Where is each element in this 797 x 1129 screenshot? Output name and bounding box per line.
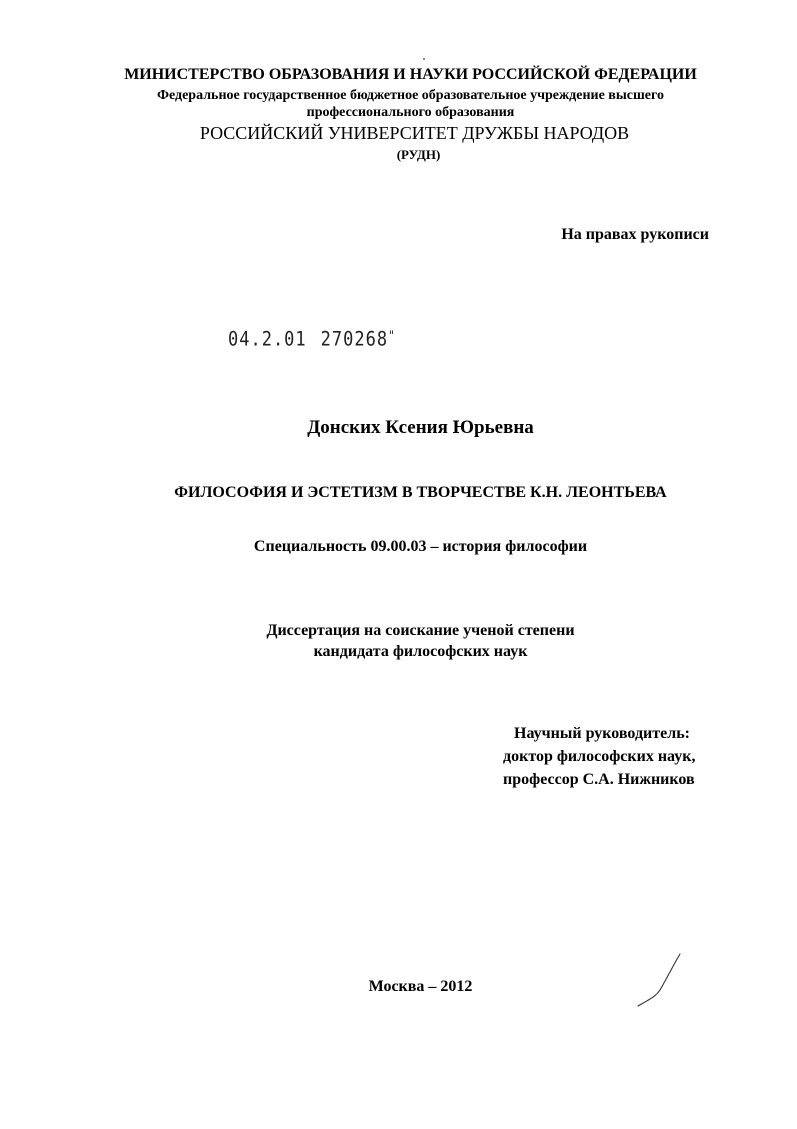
city-and-year: Москва – 2012 bbox=[368, 978, 473, 995]
degree-line-2: кандидата философских наук bbox=[313, 643, 528, 660]
supervisor-label: Научный руководитель: bbox=[514, 725, 690, 742]
scan-speck bbox=[423, 58, 425, 60]
university-abbreviation: (РУДН) bbox=[396, 147, 441, 162]
stamp-code-part-1: 04.2.01 bbox=[228, 328, 307, 351]
ministry-heading: МИНИСТЕРСТВО ОБРАЗОВАНИЯ И НАУКИ РОССИЙСКОЙ ФЕДЕРАЦИИ bbox=[124, 66, 697, 83]
manuscript-rights-note: На правах рукописи bbox=[561, 226, 709, 243]
supervisor-degree: доктор философских наук, bbox=[503, 748, 696, 765]
specialty-line: Специальность 09.00.03 – история философии bbox=[253, 538, 588, 555]
degree-line-1: Диссертация на соискание ученой степени bbox=[266, 622, 575, 639]
stamp-mark: " bbox=[388, 328, 396, 343]
author-name: Донских Ксения Юрьевна bbox=[307, 417, 534, 438]
institution-type-line-2: профессионального образования bbox=[306, 105, 515, 120]
supervisor-name: профессор С.А. Нижников bbox=[503, 771, 695, 788]
registration-stamp bbox=[228, 328, 396, 351]
institution-type-line-1: Федеральное государственное бюджетное образовательное учреждение высшего bbox=[156, 88, 665, 103]
dissertation-title: ФИЛОСОФИЯ И ЭСТЕТИЗМ В ТВОРЧЕСТВЕ К.Н. ЛЕОНТЬЕВА bbox=[174, 484, 667, 501]
university-name: РОССИЙСКИЙ УНИВЕРСИТЕТ ДРУЖБЫ НАРОДОВ bbox=[199, 123, 630, 143]
stamp-code-part-2: 270268 bbox=[320, 328, 389, 351]
